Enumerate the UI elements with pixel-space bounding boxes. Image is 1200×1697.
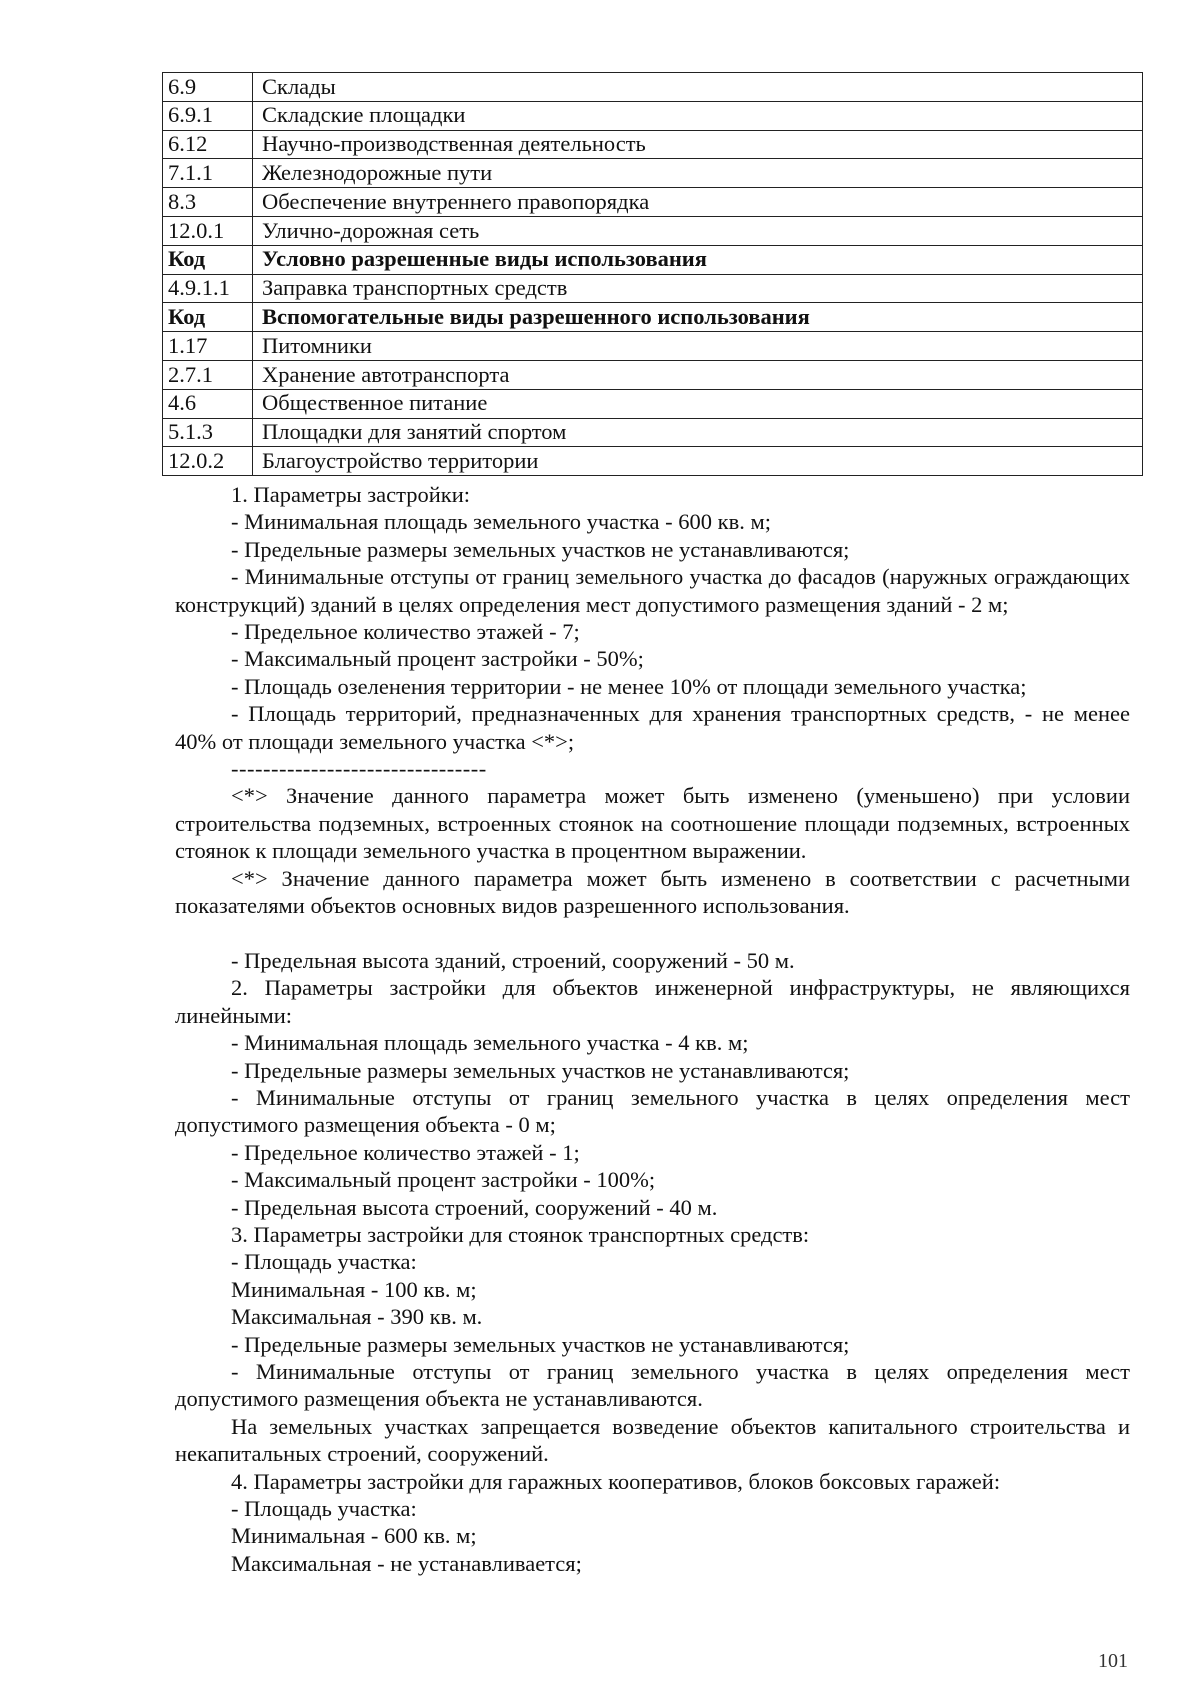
paragraph: 3. Параметры застройки для стоянок транспортных средств:: [231, 1221, 810, 1247]
table-row: [163, 188, 1143, 217]
paragraph: - Предельные размеры земельных участков не устанавливаются;: [231, 1057, 850, 1083]
paragraph: - Площадь участка:: [231, 1496, 417, 1522]
paragraph: - Предельное количество этажей - 1;: [231, 1139, 580, 1165]
code-cell: 5.1.3: [163, 418, 253, 447]
paragraph: - Предельная высота зданий, строений, сооружений - 50 м.: [231, 947, 795, 973]
use-name-cell: Научно-производственная деятельность: [253, 130, 1143, 159]
table-row: [163, 389, 1143, 418]
use-name-cell: Благоустройство территории: [253, 447, 1143, 476]
table-row: [163, 360, 1143, 389]
paragraph: <*> Значение данного параметра может быть изменено (уменьшено) при условии строительства подземных, встроенных стоянок на соотношение площади подземных, встроенных стоянок к площади земельного участка в процентном выражении.: [175, 783, 1130, 864]
paragraph: - Максимальный процент застройки - 100%;: [231, 1167, 656, 1193]
use-name-cell: Вспомогательные виды разрешенного использования: [253, 303, 1143, 332]
use-name-cell: Складские площадки: [253, 101, 1143, 130]
code-cell: Код: [163, 303, 253, 332]
code-cell: Код: [163, 245, 253, 274]
code-cell: 12.0.1: [163, 216, 253, 245]
table-row: [163, 274, 1143, 303]
codes-table-body: [163, 73, 1143, 476]
paragraph: 2. Параметры застройки для объектов инженерной инфраструктуры, не являющихся линейными:: [175, 975, 1130, 1028]
code-cell: 7.1.1: [163, 159, 253, 188]
table-row: [163, 332, 1143, 361]
paragraph: - Предельная высота строений, сооружений - 40 м.: [231, 1194, 718, 1220]
use-name-cell: Заправка транспортных средств: [253, 274, 1143, 303]
paragraph: - Максимальный процент застройки - 50%;: [231, 646, 644, 672]
paragraph: - Площадь территорий, предназначенных для хранения транспортных средств, - не менее 40% от площади земельного участка <*>;: [175, 701, 1130, 754]
table-row: [163, 418, 1143, 447]
use-name-cell: Общественное питание: [253, 389, 1143, 418]
paragraph: На земельных участках запрещается возведение объектов капитального строительства и некапитальных строений, сооружений.: [175, 1413, 1130, 1467]
code-cell: 4.9.1.1: [163, 274, 253, 303]
use-name-cell: Улично-дорожная сеть: [253, 216, 1143, 245]
table-row: [163, 73, 1143, 102]
code-cell: 1.17: [163, 332, 253, 361]
blank-line: [175, 920, 1130, 947]
use-name-cell: Железнодорожные пути: [253, 159, 1143, 188]
table-section-header-row: [163, 245, 1143, 274]
paragraph: Минимальная - 100 кв. м;: [231, 1276, 477, 1302]
code-cell: 4.6: [163, 389, 253, 418]
paragraph: - Минимальные отступы от границ земельного участка до фасадов (наружных ограждающих конструкций) зданий в целях определения мест допустимого размещения зданий - 2 м;: [175, 564, 1130, 617]
code-cell: 12.0.2: [163, 447, 253, 476]
use-name-cell: Питомники: [253, 332, 1143, 361]
paragraph: 1. Параметры застройки:: [231, 482, 471, 507]
footnote-separator: --------------------------------: [231, 756, 487, 782]
code-cell: 6.9: [163, 73, 253, 102]
code-cell: 8.3: [163, 188, 253, 217]
use-name-cell: Склады: [253, 73, 1143, 102]
use-name-cell: Обеспечение внутреннего правопорядка: [253, 188, 1143, 217]
table-row: [163, 216, 1143, 245]
land-use-codes-table: [162, 72, 1143, 476]
table-row: [163, 130, 1143, 159]
building-parameters-text: [175, 481, 1130, 1577]
paragraph: Минимальная - 600 кв. м;: [231, 1523, 477, 1549]
paragraph: 4. Параметры застройки для гаражных кооперативов, блоков боксовых гаражей:: [231, 1468, 1001, 1494]
table-section-header-row: [163, 303, 1143, 332]
paragraph: - Минимальная площадь земельного участка - 4 кв. м;: [231, 1030, 749, 1056]
use-name-cell: Площадки для занятий спортом: [253, 418, 1143, 447]
page-number: 101: [1098, 1650, 1128, 1672]
paragraph: - Предельные размеры земельных участков не устанавливаются;: [231, 536, 850, 562]
table-row: [163, 101, 1143, 130]
paragraph: - Минимальная площадь земельного участка - 600 кв. м;: [231, 509, 771, 535]
paragraph: - Предельное количество этажей - 7;: [231, 619, 580, 645]
paragraph: Максимальная - не устанавливается;: [231, 1550, 582, 1576]
paragraph: Максимальная - 390 кв. м.: [231, 1304, 483, 1330]
paragraph: <*> Значение данного параметра может быть изменено в соответствии с расчетными показателями объектов основных видов разрешенного использования.: [175, 865, 1130, 919]
paragraph: - Минимальные отступы от границ земельного участка в целях определения мест допустимого размещения объекта - 0 м;: [175, 1084, 1130, 1138]
paragraph: - Предельные размеры земельных участков не устанавливаются;: [231, 1331, 850, 1357]
code-cell: 6.12: [163, 130, 253, 159]
table-row: [163, 159, 1143, 188]
code-cell: 2.7.1: [163, 360, 253, 389]
paragraph: - Площадь озеленения территории - не менее 10% от площади земельного участка;: [231, 673, 1027, 699]
use-name-cell: Условно разрешенные виды использования: [253, 245, 1143, 274]
table-row: [163, 447, 1143, 476]
code-cell: 6.9.1: [163, 101, 253, 130]
paragraph: - Площадь участка:: [231, 1249, 417, 1275]
use-name-cell: Хранение автотранспорта: [253, 360, 1143, 389]
paragraph: - Минимальные отступы от границ земельного участка в целях определения мест допустимого размещения объекта не устанавливаются.: [175, 1358, 1130, 1412]
